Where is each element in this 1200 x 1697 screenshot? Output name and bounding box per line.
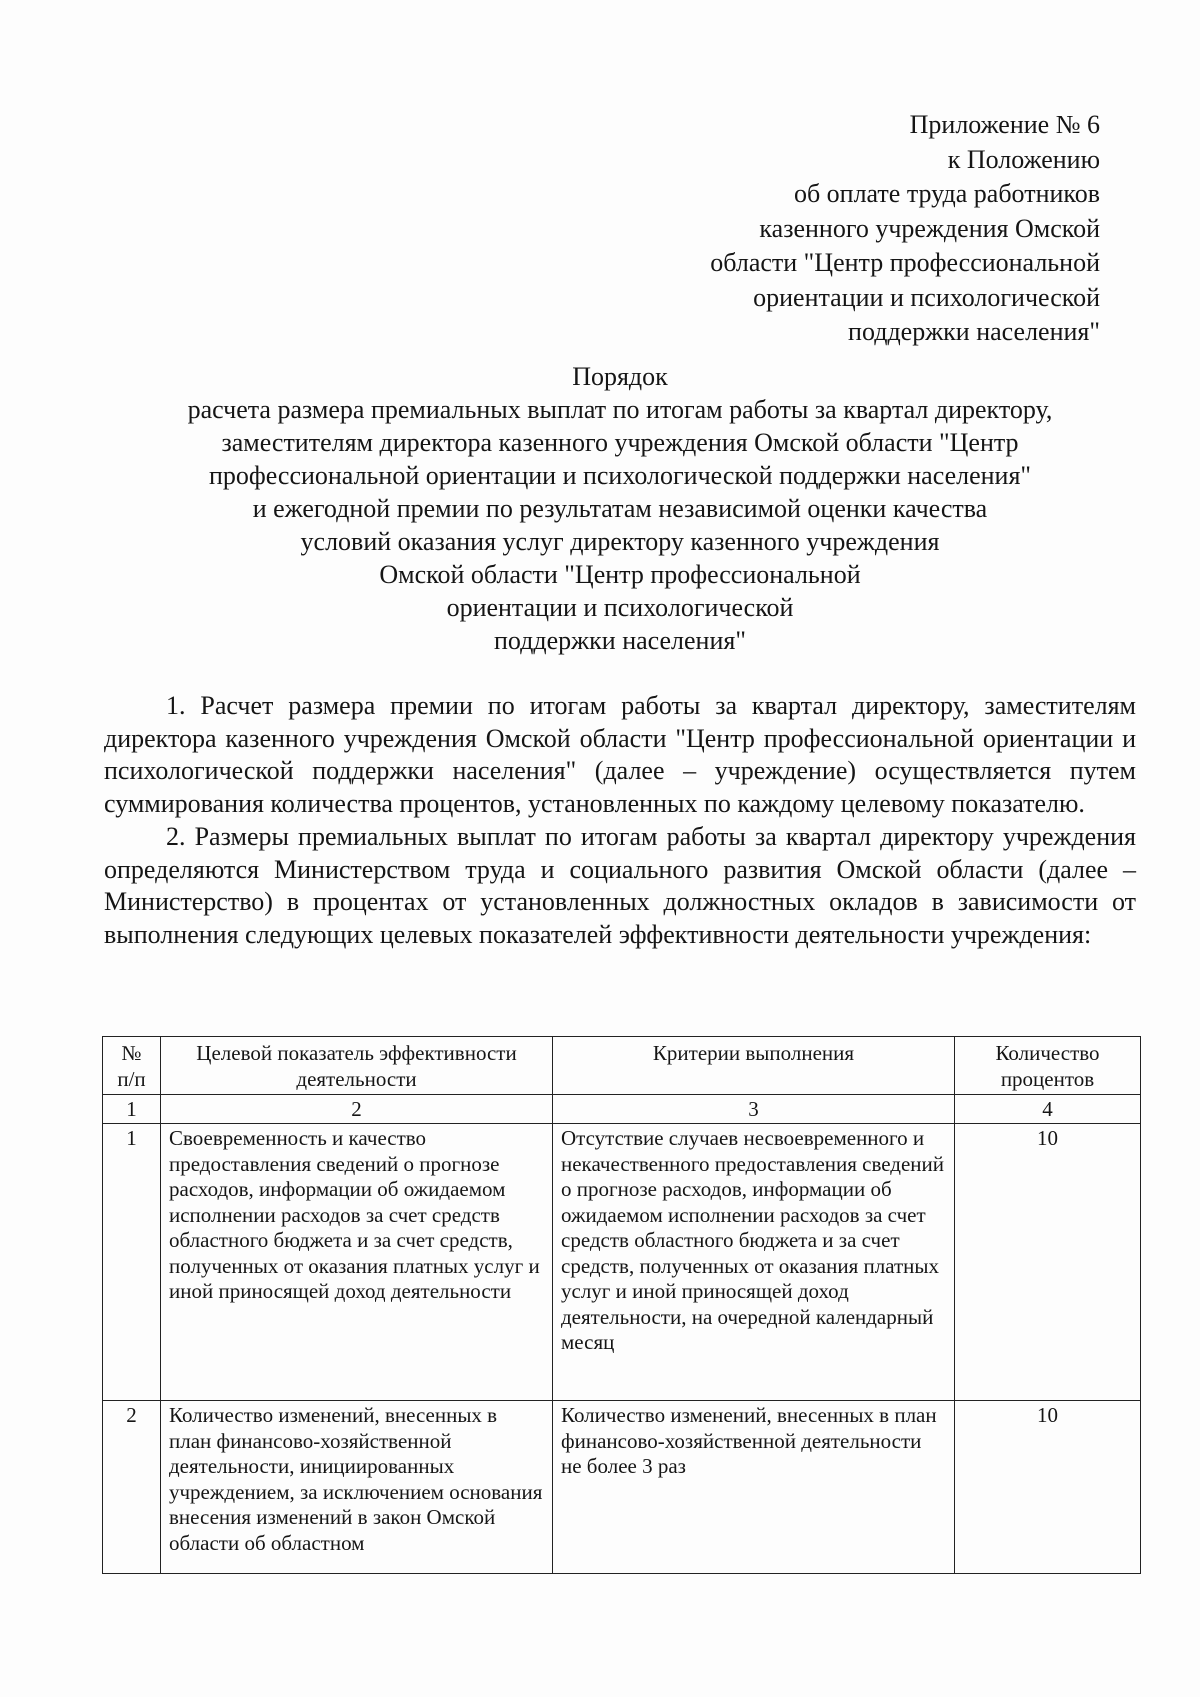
- header-criteria: Критерии выполнения: [553, 1037, 955, 1095]
- column-number-row: [103, 1095, 1141, 1124]
- header-indicator: Целевой показатель эффективности деятельности: [161, 1037, 553, 1095]
- appendix-line: ориентации и психологической: [753, 282, 1100, 312]
- row-num: 2: [103, 1401, 161, 1574]
- column-number: 1: [103, 1095, 161, 1124]
- column-number: 2: [161, 1095, 553, 1124]
- table-header-row: [103, 1037, 1141, 1095]
- title-line: расчета размера премиальных выплат по итогам работы за квартал директору,: [187, 395, 1053, 424]
- column-number: 4: [955, 1095, 1141, 1124]
- table-row: [103, 1124, 1141, 1401]
- title-line: ориентации и психологической: [446, 593, 794, 622]
- table-row: [103, 1401, 1141, 1574]
- body-text: [104, 690, 1136, 951]
- row-criteria: Количество изменений, внесенных в план финансово-хозяйственной деятельности не более 3 раз: [553, 1401, 955, 1574]
- header-percent: Количество процентов: [955, 1037, 1141, 1095]
- title-heading: Порядок: [572, 362, 668, 391]
- indicators-table: [102, 1036, 1141, 1574]
- appendix-line: об оплате труда работников: [793, 179, 1100, 208]
- title-line: заместителям директора казенного учреждения Омской области "Центр: [221, 428, 1019, 457]
- row-criteria: Отсутствие случаев несвоевременного и некачественного предоставления сведений о прогнозе расходов, информации об ожидаемом исполнении расходов за счет средств областного бюджета и за счет средств, полученных от оказания платных услуг и иной приносящей доход деятельности, на очередной календарный месяц: [553, 1124, 955, 1401]
- title-line: Омской области "Центр профессиональной: [379, 560, 861, 589]
- appendix-line: Приложение № 6: [909, 110, 1100, 139]
- title-line: условий оказания услуг директору казенного учреждения: [300, 527, 940, 556]
- appendix-line: казенного учреждения Омской: [759, 213, 1100, 243]
- appendix-line: к Положению: [947, 144, 1100, 174]
- column-number: 3: [553, 1095, 955, 1124]
- appendix-reference: [540, 108, 1100, 350]
- title-line: поддержки населения": [494, 626, 746, 655]
- title-line: профессиональной ориентации и психологической поддержки населения": [208, 461, 1032, 490]
- header-num: № п/п: [103, 1037, 161, 1095]
- appendix-line: поддержки населения": [848, 317, 1100, 346]
- row-percent: 10: [955, 1401, 1141, 1574]
- row-indicator: Своевременность и качество предоставления сведений о прогнозе расходов, информации об ожидаемом исполнении расходов за счет средств областного бюджета и за счет средств, полученных от оказания платных услуг и иной приносящей доход деятельности: [161, 1124, 553, 1401]
- paragraph-2: 2. Размеры премиальных выплат по итогам работы за квартал директору учреждения определяются Министерством труда и социального развития Омской области (далее – Министерство) в процентах от установленных должностных окладов в зависимости от выполнения следующих целевых показателей эффективности деятельности учреждения:: [104, 822, 1136, 949]
- title-line: и ежегодной премии по результатам независимой оценки качества: [252, 494, 988, 523]
- document-title: [100, 360, 1140, 657]
- appendix-line: области "Центр профессиональной: [710, 248, 1100, 277]
- row-indicator: Количество изменений, внесенных в план финансово-хозяйственной деятельности, инициированных учреждением, за исключением основания внесения изменений в закон Омской области об областном: [161, 1401, 553, 1574]
- row-num: 1: [103, 1124, 161, 1401]
- paragraph-1: 1. Расчет размера премии по итогам работы за квартал директору, заместителям директора казенного учреждения Омской области "Центр профессиональной ориентации и психологической поддержки населения" (далее – учреждение) осуществляется путем суммирования количества процентов, установленных по каждому целевому показателю.: [104, 691, 1136, 818]
- row-percent: 10: [955, 1124, 1141, 1401]
